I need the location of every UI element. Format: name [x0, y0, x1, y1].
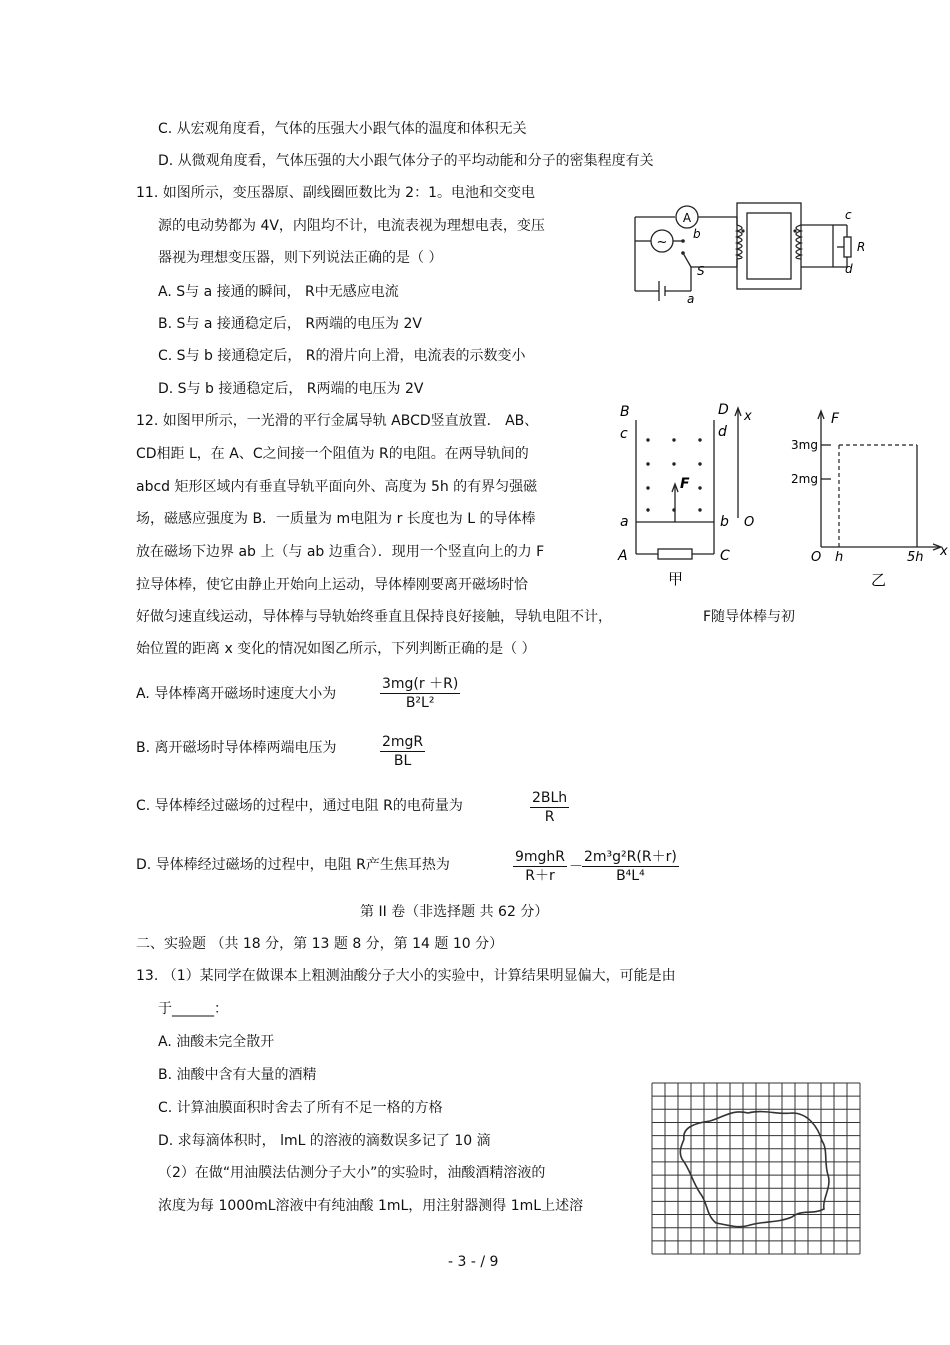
yi-axis-x-label: x: [940, 544, 948, 559]
jia-label-c-upper: C: [720, 548, 730, 564]
fraction-numerator: 2m³g²R(R＋r): [584, 849, 677, 865]
yi-caption: 乙: [871, 571, 887, 589]
q12-option-a-fraction: [380, 675, 460, 712]
q11-option-d: D. S与 b 接通稳定后， R两端的电压为 2V: [158, 381, 424, 397]
q11-option-a: A. S与 a 接通的瞬间， R中无感应电流: [158, 284, 399, 300]
q12-option-c-fraction: [530, 789, 569, 826]
jia-label-d-upper: D: [718, 402, 729, 418]
fraction-denominator: R＋r: [525, 868, 555, 884]
q13-option-c: C. 计算油膜面积时舍去了所有不足一格的方格: [158, 1100, 443, 1116]
terminal-b-label: b: [693, 227, 701, 241]
q12-option-d-fraction-2: [582, 848, 679, 885]
resistor-r-label: R: [857, 240, 866, 254]
q12-stem-line7: 好做匀速直线运动，导体棒与导轨始终垂直且保持良好接触，导轨电阻不计，: [136, 609, 612, 625]
yi-tick-2mg: 2mg: [791, 472, 818, 486]
yi-tick-5h: 5h: [907, 550, 924, 565]
fraction-numerator: 2mgR: [382, 734, 424, 750]
fraction-denominator: R: [544, 809, 555, 825]
q12-option-b: B. 离开磁场时导体棒两端电压为: [136, 740, 337, 756]
q11-stem-line3: 器视为理想变压器，则下列说法正确的是（ ）: [158, 250, 443, 266]
q12-stem-line4: 场，磁感应强度为 B．一质量为 m电阻为 r 长度也为 L 的导体棒: [136, 511, 536, 527]
fraction-denominator: B⁴L⁴: [616, 868, 645, 884]
q12-option-a: A. 导体棒离开磁场时速度大小为: [136, 686, 337, 702]
q12-option-b-fraction: [380, 733, 425, 770]
jia-label-c-lower: c: [620, 426, 628, 442]
minus-sign: －: [569, 859, 583, 875]
figure-jia-rail: [612, 400, 772, 590]
yi-tick-3mg: 3mg: [791, 438, 818, 452]
fraction-numerator: 3mg(r ＋R): [382, 676, 459, 692]
slider-c-label: c: [845, 208, 852, 222]
oil-film-outline: [680, 1112, 829, 1227]
ac-source-symbol: ~: [656, 235, 668, 250]
figure-yi-force-graph: [785, 405, 950, 590]
q12-stem-line5: 放在磁场下边界 ab 上（与 ab 边重合）．现用一个竖直向上的力 F: [136, 544, 545, 560]
fraction-denominator: BL: [393, 753, 412, 769]
q12-stem-line6: 拉导体棒，使它由静止开始向上运动，导体棒刚要离开磁场时恰: [136, 577, 528, 593]
jia-origin-label: O: [744, 515, 755, 530]
experiment-section-heading: 二、实验题 （共 18 分，第 13 题 8 分，第 14 题 10 分）: [136, 936, 504, 952]
q13-stem-line1: 13. （1）某同学在做课本上粗测油酸分子大小的实验中，计算结果明显偏大，可能是由: [136, 968, 676, 984]
jia-label-a-lower: a: [620, 514, 629, 530]
q12-stem-line7-end: F随导体棒与初: [703, 609, 796, 625]
q12-stem-line8: 始位置的距离 x 变化的情况如图乙所示，下列判断正确的是（ ）: [136, 641, 536, 657]
oil-film-grid-figure: [652, 1083, 861, 1255]
q13-option-a: A. 油酸未完全散开: [158, 1034, 275, 1050]
jia-label-b: B: [620, 404, 630, 420]
q12-option-c: C. 导体棒经过磁场的过程中，通过电阻 R的电荷量为: [136, 798, 463, 814]
q12-option-d-fraction-1: [513, 848, 567, 885]
q11-stem-line2: 源的电动势都为 4V，内阻均不计，电流表视为理想电表，变压: [158, 218, 545, 234]
q13-part2-line2: 浓度为每 1000mL溶液中有纯油酸 1mL，用注射器测得 1mL上述溶: [158, 1198, 584, 1214]
switch-s-label: S: [697, 264, 705, 278]
q10-option-d: D. 从微观角度看，气体压强的大小跟气体分子的平均动能和分子的密集程度有关: [158, 153, 654, 169]
q13-stem-line2: 于______：: [158, 1001, 228, 1017]
jia-label-a-upper: A: [618, 548, 628, 564]
q11-stem-line1: 11. 如图所示，变压器原、副线圈匝数比为 2：1。电池和交变电: [136, 185, 535, 201]
yi-axis-f-label: F: [831, 411, 840, 427]
fraction-numerator: 9mghR: [515, 849, 566, 865]
q13-option-b: B. 油酸中含有大量的酒精: [158, 1067, 317, 1083]
fraction-denominator: B²L²: [405, 695, 435, 711]
fraction-numerator: 2BLh: [532, 790, 568, 806]
slider-d-label: d: [845, 262, 853, 276]
q11-option-b: B. S与 a 接通稳定后， R两端的电压为 2V: [158, 316, 422, 332]
q12-stem-line3: abcd 矩形区域内有垂直导轨平面向外、高度为 5h 的有界匀强磁: [136, 479, 538, 495]
q12-option-d: D. 导体棒经过磁场的过程中，电阻 R产生焦耳热为: [136, 857, 450, 873]
q10-option-c: C. 从宏观角度看，气体的压强大小跟气体的温度和体积无关: [158, 121, 527, 137]
jia-caption: 甲: [668, 570, 684, 588]
q12-stem-line2: CD相距 L，在 A、C之间接一个阻值为 R的电阻。在两导轨间的: [136, 446, 529, 462]
jia-label-d-lower: d: [718, 424, 727, 440]
yi-tick-h: h: [835, 550, 844, 565]
yi-origin-label: O: [811, 550, 822, 565]
jia-label-b-lower: b: [720, 514, 729, 530]
transformer-circuit-figure: [625, 195, 875, 307]
ammeter-label: A: [682, 211, 692, 225]
jia-axis-x-label: x: [744, 409, 752, 424]
q12-stem-line1: 12. 如图甲所示，一光滑的平行金属导轨 ABCD竖直放置． AB、: [136, 413, 539, 429]
terminal-a-label: a: [687, 292, 695, 306]
q13-option-d: D. 求每滴体积时， lmL 的溶液的滴数误多记了 10 滴: [158, 1133, 491, 1149]
q11-option-c: C. S与 b 接通稳定后， R的滑片向上滑，电流表的示数变小: [158, 348, 526, 364]
section-title: 第 II 卷（非选择题 共 62 分）: [360, 904, 549, 920]
jia-force-f-label: F: [680, 476, 690, 492]
q13-part2-line1: （2）在做“用油膜法估测分子大小”的实验时，油酸酒精溶液的: [158, 1165, 546, 1181]
page-number: - 3 - / 9: [448, 1254, 499, 1270]
